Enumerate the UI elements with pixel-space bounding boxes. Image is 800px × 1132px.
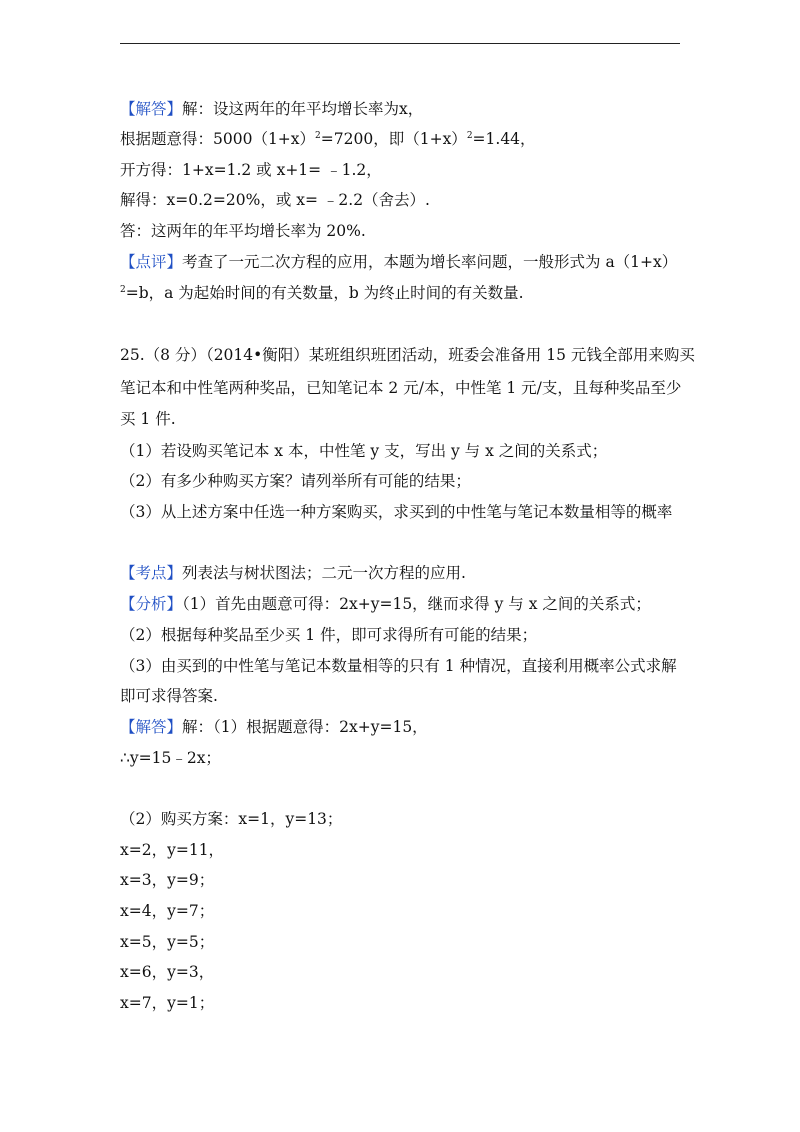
analysis-line-3: （3）由买到的中性笔与笔记本数量相等的只有 1 种情况，直接利用概率公式求解 [120,657,677,675]
answer-tag: 【解答】 [120,100,183,118]
answer-line-1 [120,99,423,119]
exponent: 2 [315,131,321,141]
question-line-2: 笔记本和中性笔两种奖品，已知笔记本 2 元/本，中性笔 1 元/支，且每种奖品至少 [120,379,682,397]
question-part-2: （2）有多少种购买方案？请列举所有可能的结果； [120,472,471,490]
comment-text: 考查了一元二次方程的应用，本题为增长率问题，一般形式为 a（1+x） [182,253,678,271]
answer-text: 解：设这两年的年平均增长率为x， [182,100,424,118]
exponent: 2 [120,285,126,295]
plan-line-6: x=6，y=3， [120,963,215,981]
comment-line-2 [120,283,524,303]
knowledge-point-line [120,563,466,583]
plan-line-5: x=5，y=5； [120,933,215,951]
exponent: 2 [466,131,473,141]
plan-line-7: x=7，y=1； [120,994,215,1012]
solution-text: 解：（1）根据题意得：2x+y=15， [182,718,428,736]
plan-line-2: x=2，y=11， [120,841,225,859]
analysis-line-2: （2）根据每种奖品至少买 1 件，即可求得所有可能的结果； [120,626,538,644]
equation-part-a: 根据题意得：5000（1+x） [120,130,316,148]
solution-line-2: ∴y=15﹣2x； [120,749,221,767]
plan-line-4: x=4，y=7； [120,902,215,920]
comment-text-cont: =b，a 为起始时间的有关数量，b 为终止时间的有关数量. [125,284,524,302]
question-line-3: 买 1 件. [120,410,176,428]
analysis-line-4: 即可求得答案. [120,687,218,705]
question-part-1: （1）若设购买笔记本 x 本，中性笔 y 支，写出 y 与 x 之间的关系式； [120,442,608,460]
answer-line-2 [120,129,536,149]
equation-part-c: =1.44， [472,130,536,148]
solution-line-1 [120,717,428,737]
analysis-line-1 [120,594,651,614]
question-line-1: 25.（8 分）（2014•衡阳）某班组织班团活动，班委会准备用 15 元钱全部用来购买 [120,346,695,364]
answer-line-3: 开方得：1+x=1.2 或 x+1= ﹣1.2， [120,161,382,179]
analysis-tag: 【分析】 [120,595,183,613]
knowledge-point-tag: 【考点】 [120,564,183,582]
plan-line-3: x=3，y=9； [120,871,215,889]
solution-tag: 【解答】 [120,718,183,736]
comment-tag: 【点评】 [120,253,183,271]
equation-part-b: =7200，即（1+x） [320,130,467,148]
answer-line-4: 解得：x=0.2=20%，或 x= ﹣2.2（舍去）. [120,191,430,209]
question-part-3: （3）从上述方案中任选一种方案购买，求买到的中性笔与笔记本数量相等的概率 [120,503,673,521]
answer-line-5: 答：这两年的年平均增长率为 20%. [120,222,366,240]
plan-line-1: （2）购买方案：x=1，y=13； [120,810,343,828]
header-rule [120,43,680,44]
analysis-text: （1）首先由题意可得：2x+y=15，继而求得 y 与 x 之间的关系式； [182,595,651,613]
comment-line-1 [120,252,677,272]
knowledge-point-text: 列表法与树状图法；二元一次方程的应用. [182,564,466,582]
